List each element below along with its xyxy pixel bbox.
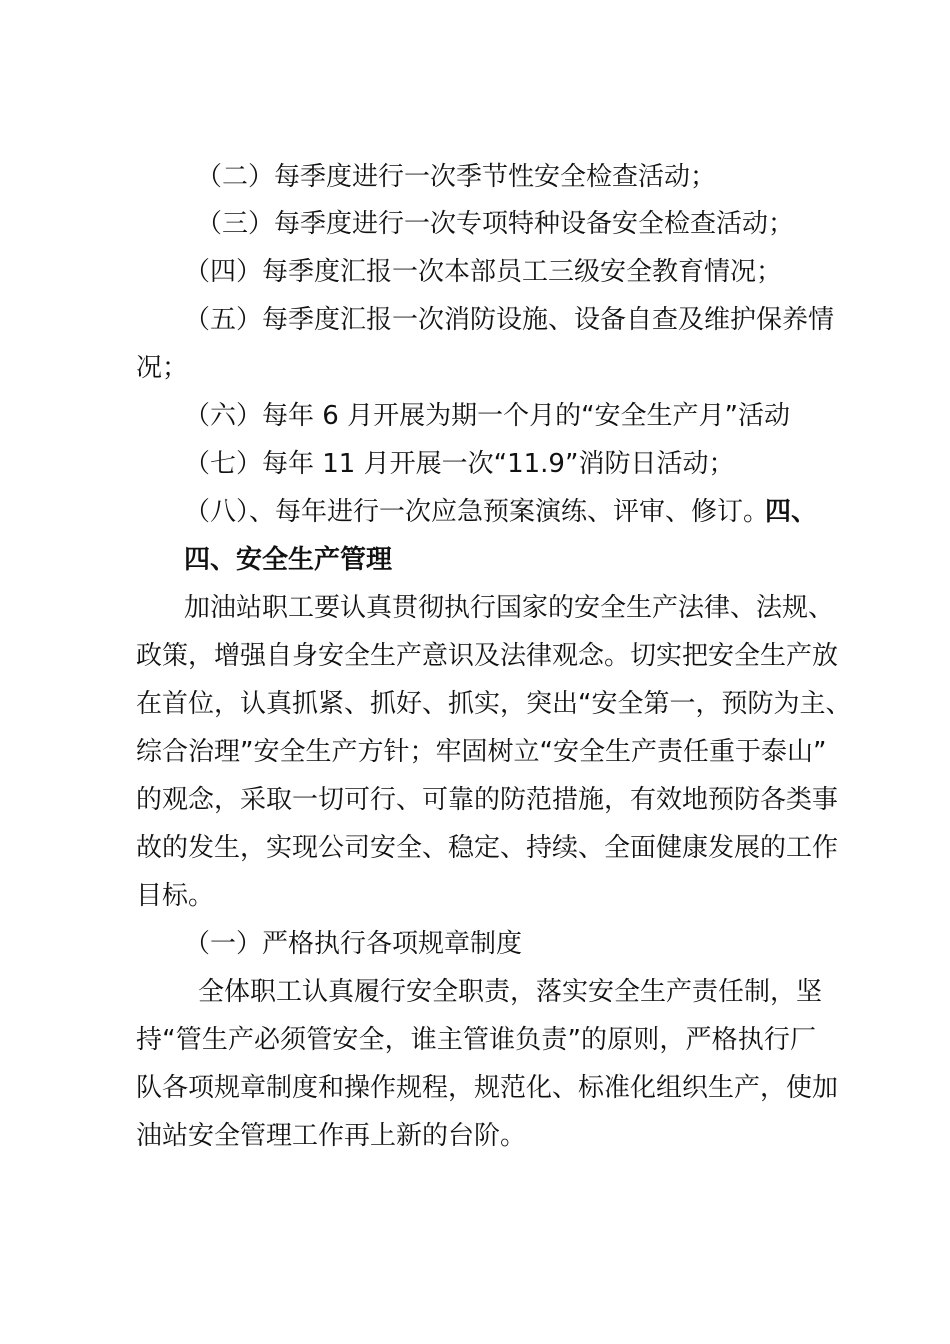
paragraph-line: 的观念，采取一切可行、可靠的防范措施，有效地预防各类事 [136, 785, 839, 815]
list-item: （二）每季度进行一次季节性安全检查活动； [196, 162, 717, 192]
section-heading: 四、安全生产管理 [184, 545, 393, 575]
paragraph-line: 油站安全管理工作再上新的台阶。 [136, 1121, 527, 1151]
paragraph-line: 队各项规章制度和操作规程，规范化、标准化组织生产，使加 [136, 1073, 839, 1103]
list-item: （七）每年 11 月开展一次“11.9”消防日活动； [184, 449, 735, 479]
paragraph-line: 在首位，认真抓紧、抓好、抓实，突出“安全第一，预防为主、 [136, 689, 852, 719]
paragraph-line: 故的发生，实现公司安全、稳定、持续、全面健康发展的工作 [136, 833, 839, 863]
paragraph-line: 综合治理”安全生产方针；牢固树立“安全生产责任重于泰山” [136, 737, 827, 767]
subsection-heading: （一）严格执行各项规章制度 [184, 929, 523, 959]
list-item: （八）、每年进行一次应急预案演练、评审、修订。 [184, 497, 770, 527]
list-item: （六）每年 6 月开展为期一个月的“安全生产月”活动 [184, 401, 791, 431]
paragraph-line: 加油站职工要认真贯彻执行国家的安全生产法律、法规、 [184, 593, 835, 623]
list-item: （三）每季度进行一次专项特种设备安全检查活动； [196, 209, 795, 239]
list-item-continuation: 况； [136, 353, 189, 383]
paragraph-line: 政策，增强自身安全生产意识及法律观念。切实把安全生产放 [136, 641, 839, 671]
paragraph-line: 持“管生产必须管安全，谁主管谁负责”的原则，严格执行厂 [136, 1025, 816, 1055]
list-item: （五）每季度汇报一次消防设施、设备自查及维护保养情 [184, 305, 835, 335]
list-item: （四）每季度汇报一次本部员工三级安全教育情况； [184, 257, 783, 287]
stray-heading-fragment: 四、 [765, 497, 818, 527]
paragraph-line: 目标。 [136, 881, 215, 911]
paragraph-line: 全体职工认真履行安全职责，落实安全生产责任制，坚 [198, 977, 823, 1007]
